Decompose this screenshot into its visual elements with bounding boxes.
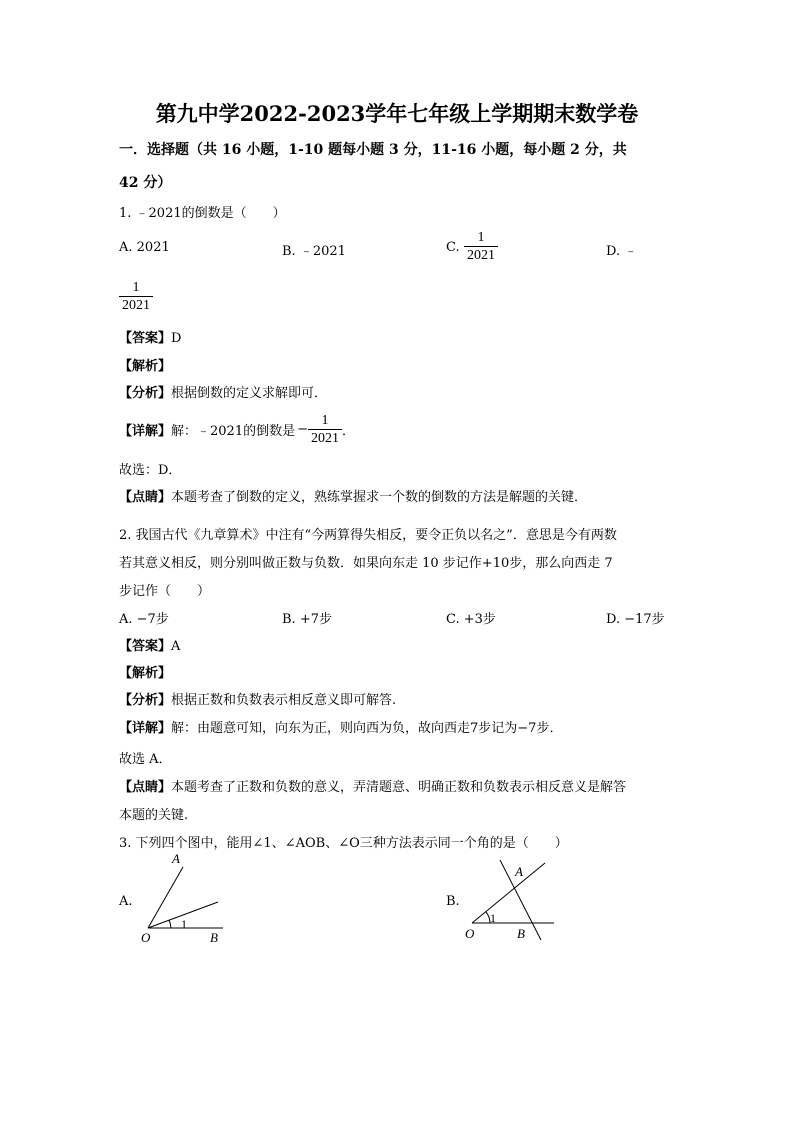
q2-xiangjie-text: 解：由题意可知，向东为正，则向西为负，故向西走7步记为−7步． (171, 721, 563, 736)
q1-analysis-tag: 【解析】 (119, 359, 172, 374)
q1-option-c-prefix: C. (446, 240, 460, 255)
q1-dianjing (119, 486, 587, 505)
q3-figure-a (135, 852, 235, 947)
q1-guxuan: 故选：D． (119, 463, 182, 478)
q1-stem: 1. ﹣2021的倒数是（ ） (119, 206, 286, 221)
q2-answer (119, 635, 180, 654)
q2-dianjing-line2: 本题的关键. (119, 808, 189, 823)
q1-fenxi-tag: 【分析】 (119, 386, 172, 401)
q1-fenxi-text: 根据倒数的定义求解即可． (171, 386, 328, 401)
section-header-line1: 一．选择题（共 16 小题，1-10 题每小题 3 分，11-16 小题，每小题 2 分，共 (119, 142, 627, 158)
label-b: B (210, 930, 218, 945)
section-header-line2: 42 分） (119, 175, 172, 191)
q1-option-d-prefix: D. ﹣ (606, 244, 638, 259)
q1-answer-value: D (171, 331, 182, 346)
q1-option-d-fraction (119, 279, 153, 314)
q2-stem-line3: 步记作（ ） (119, 584, 211, 599)
q1-xiangjie-text: 解：﹣2021的倒数是 (171, 424, 296, 439)
q1-option-d-numerator: 1 (132, 280, 140, 295)
q2-fenxi (119, 689, 396, 708)
q1-dianjing-tag: 【点睛】 (119, 490, 172, 505)
q2-xiangjie-tag: 【详解】 (119, 721, 172, 736)
q1-option-c-numerator: 1 (477, 230, 485, 245)
q2-fenxi-text: 根据正数和负数表示相反意义即可解答. (171, 693, 397, 708)
q2-dianjing-text1: 本题考查了正数和负数的意义，弄清题意、明确正数和负数表示相反意义是解答 (171, 780, 627, 795)
q1-xiangjie-end: ． (342, 424, 356, 439)
q2-option-a: A. −7步 (119, 612, 169, 627)
q1-option-a: A. 2021 (119, 240, 170, 255)
q1-xiangjie-sign: − (297, 422, 309, 437)
ray-oa (148, 867, 183, 928)
label-angle-1: 1 (490, 911, 496, 925)
angle-arc (169, 920, 171, 928)
q2-answer-tag: 【答案】 (119, 639, 172, 654)
label-a: A (172, 852, 180, 866)
q1-dianjing-text: 本题考查了倒数的定义，熟练掌握求一个数的倒数的方法是解题的关键． (171, 490, 588, 505)
q1-xiangjie-denominator: 2021 (308, 429, 342, 447)
q2-xiangjie (119, 717, 562, 736)
q1-fenxi (119, 382, 327, 401)
q2-answer-value: A (171, 639, 181, 654)
q2-fenxi-tag: 【分析】 (119, 693, 172, 708)
q3-stem: 3. 下列四个图中，能用∠1、∠AOB、∠O三种方法表示同一个角的是（ ） (119, 836, 568, 851)
q2-stem-line2: 若其意义相反，则分别叫做正数与负数．如果向东走 10 步记作+10步，那么向西走 7 (119, 556, 613, 571)
q1-option-c-denominator: 2021 (464, 246, 498, 264)
label-a: A (515, 864, 523, 879)
q2-dianjing-tag: 【点睛】 (119, 780, 172, 795)
q1-option-b: B. ﹣2021 (282, 244, 346, 259)
line-oa (472, 863, 545, 923)
label-o: O (141, 930, 151, 945)
q2-option-b: B. +7步 (282, 612, 332, 627)
q1-answer (119, 327, 181, 346)
q2-option-c: C. +3步 (446, 612, 496, 627)
q2-guxuan: 故选 A． (119, 752, 172, 767)
label-angle-1: 1 (181, 917, 187, 931)
q1-xiangjie (119, 412, 355, 447)
q2-stem-line1: 2. 我国古代《九章算术》中注有“今两算得失相反，要令正负以名之”．意思是今有两数 (119, 528, 617, 543)
q2-analysis-tag: 【解析】 (119, 666, 172, 681)
label-b: B (517, 926, 525, 941)
q3-figure-b-label: B. (446, 894, 460, 909)
q1-option-c-fraction (464, 229, 498, 264)
label-o: O (465, 926, 475, 941)
q1-answer-tag: 【答案】 (119, 331, 172, 346)
q3-figure-b (460, 852, 570, 947)
page-title: 第九中学2022-2023学年七年级上学期期末数学卷 (155, 101, 639, 126)
q2-dianjing-line1 (119, 776, 626, 795)
q2-option-d: D. −17步 (606, 612, 665, 627)
q3-figure-a-label: A. (119, 894, 133, 909)
q1-xiangjie-tag: 【详解】 (119, 424, 172, 439)
q1-xiangjie-numerator: 1 (321, 413, 329, 428)
q1-option-d-denominator: 2021 (119, 296, 153, 314)
